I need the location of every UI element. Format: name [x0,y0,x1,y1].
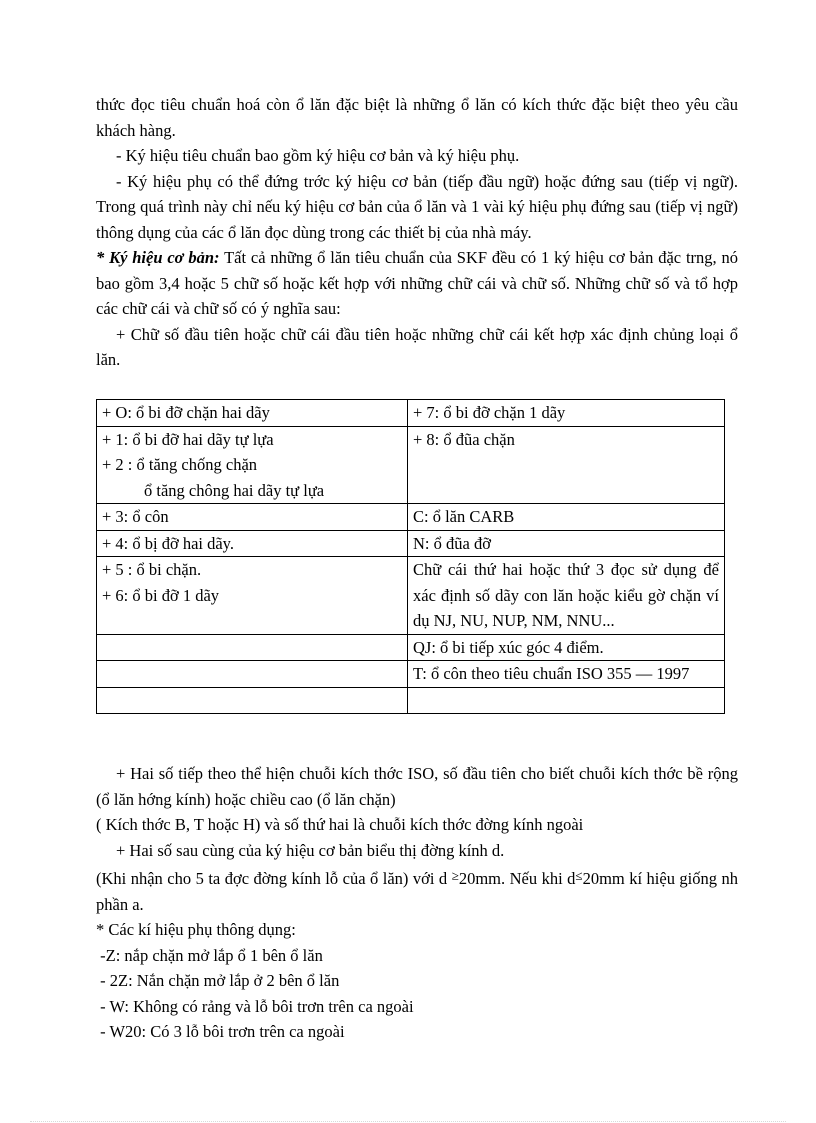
intro-paragraph-1: thức đọc tiêu chuẩn hoá còn ổ lăn đặc biệt là những ổ lăn có kích thức đặc biệt theo yêu cầu khách hàng. [96,95,738,140]
table-cell-type-code [97,504,408,531]
table-cell-description: N: ổ đũa đỡ [408,530,725,557]
table-cell-type-code [97,661,408,688]
greater-equal-symbol: ≥ [451,868,459,883]
page-bottom-divider [30,1121,786,1122]
table-cell-description: C: ổ lăn CARB [408,504,725,531]
table-row [97,426,725,504]
list-item: -Z: nắp chặn mở lắp ổ 1 bên ổ lăn [96,945,323,965]
bore-rule-text-a: (Khi nhận cho 5 ta đợc đờng kính lỗ của ổ lăn) với d [96,869,452,888]
list-item: - W20: Có 3 lỗ bôi trơn trên ca ngoài [96,1022,345,1041]
table-cell-type-code [97,557,408,635]
bore-rule-text-c: 20mm kí hiệu giống nh phần a. [96,869,739,914]
bore-rule-paragraph [96,863,738,917]
table-cell-type-code [97,634,408,661]
cell-line: + 5 : ổ bi chặn. [102,560,202,579]
cell-line: + 6: ổ bi đỡ 1 dãy [102,585,220,605]
table-cell-type-code [97,530,408,557]
size-series-paragraph: + Hai số tiếp theo thể hiện chuỗi kích thớc ISO, số đầu tiên cho biết chuỗi kích thớc bề rộng (ổ lăn hớng kính) hoặc chiều cao (ổ lăn chặn) [96,764,738,809]
intro-paragraph-3: - Ký hiệu phụ có thể đứng trớc ký hiệu cơ bản (tiếp đầu ngữ) hoặc đứng sau (tiếp vị ngữ). Trong quá trình này chỉ nếu ký hiệu cơ bản của ổ lăn và 1 vài ký hiệu phụ đứng sau (tiếp vị ngữ) thông dụng của các ổ lăn đọc dùng trong các thiết bị của nhà máy. [96,171,738,242]
cell-line: + 1: ổ bi đỡ hai dãy tự lựa [102,429,274,449]
cell-line: + 2 : ổ tăng chống chặn [102,455,258,474]
basic-symbol-paragraph [96,245,738,322]
size-dimension-paragraph: ( Kích thớc B, T hoặc H) và số thứ hai là chuỗi kích thớc đờng kính ngoài [96,815,584,834]
table-cell-type-code [97,426,408,504]
first-char-paragraph: + Chữ số đầu tiên hoặc chữ cái đầu tiên hoặc những chữ cái kết hợp xác định chủng loại ổ lăn. [96,324,738,369]
table-cell-description: T: ổ côn theo tiêu chuẩn ISO 355 — 1997 [408,661,725,688]
less-equal-symbol: ≤ [575,868,583,883]
bore-diameter-paragraph: + Hai số sau cùng của ký hiệu cơ bản biểu thị đờng kính d. [116,840,505,860]
table-cell-description: QJ: ổ bi tiếp xúc góc 4 điểm. [408,634,725,661]
table-cell-description: + 8: ổ đũa chặn [408,426,725,504]
cell-line: + 4: ổ bị đỡ hai dãy. [102,533,234,553]
table-row [97,661,725,688]
table-row [97,530,725,557]
table-cell-description: Chữ cái thứ hai hoặc thứ 3 đọc sử dụng để xác định số dãy con lăn hoặc kiểu gờ chặn ví dụ NJ, NU, NUP, NM, NNU... [408,557,725,635]
table-cell-description: + 7: ổ bi đỡ chặn 1 dãy [408,400,725,427]
table-row [97,687,725,714]
supplementary-list [96,943,738,1045]
table-row [97,634,725,661]
supplementary-heading: * Các kí hiệu phụ thông dụng: [96,920,296,939]
intro-paragraph-2: - Ký hiệu tiêu chuẩn bao gồm ký hiệu cơ bản và ký hiệu phụ. [116,146,520,165]
basic-symbol-text: Tất cả những ổ lăn tiêu chuẩn của SKF đều có 1 ký hiệu cơ bản đặc trng, nó bao gồm 3,4 hoặc 5 chữ số hoặc kết hợp với những chữ cái và chữ số. Những chữ số và tổ hợp các chữ cái và chữ số có ý nghĩa sau: [96,248,738,318]
table-cell-type-code [97,687,408,714]
table-row [97,504,725,531]
cell-line-indented: ổ tăng chông hai dãy tự lựa [144,480,325,500]
bore-rule-text-b: 20mm. Nếu khi d [458,869,576,888]
after-table-section [96,761,738,1045]
basic-symbol-heading: * Ký hiệu cơ bản: [96,248,220,267]
table-cell-type-code [97,400,408,427]
cell-line: + O: ổ bi đỡ chặn hai dãy [102,403,270,422]
cell-line: + 3: ổ côn [102,507,169,526]
bearing-type-table [96,399,725,714]
table-row [97,557,725,635]
list-item: - W: Không có rảng và lỗ bôi trơn trên ca ngoài [96,996,414,1016]
intro-section [96,92,738,373]
list-item: - 2Z: Nắn chặn mở lắp ở 2 bên ổ lăn [96,971,340,990]
table-cell-description [408,687,725,714]
table-row [97,400,725,427]
